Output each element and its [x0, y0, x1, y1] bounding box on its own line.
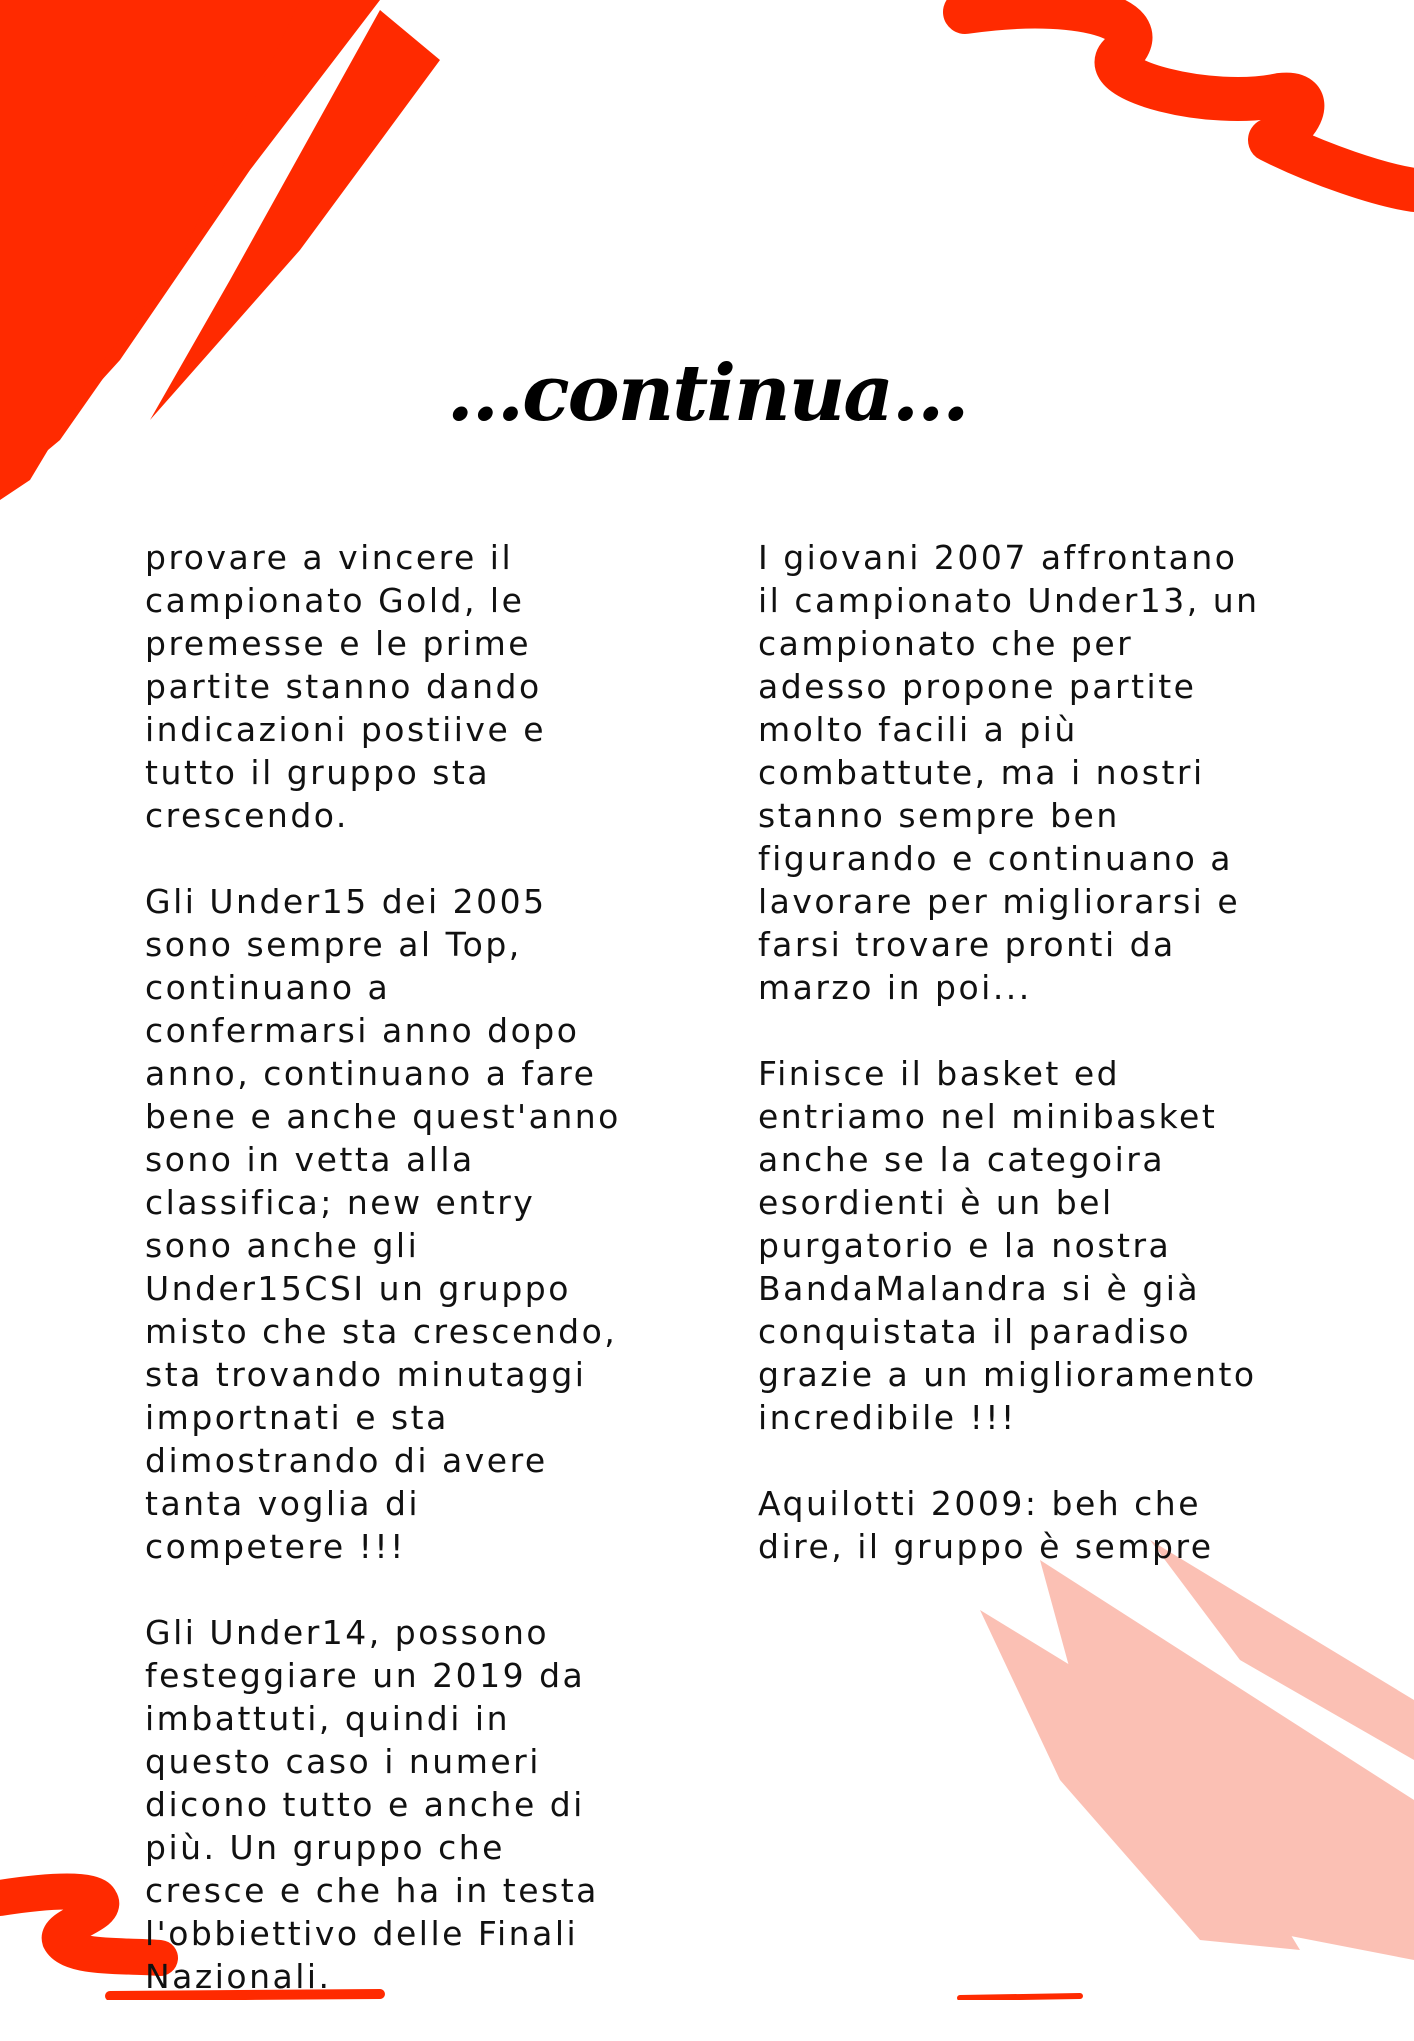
paragraph-gold-championship: provare a vincere il campionato Gold, le premesse e le prime partite stanno dando indicazioni postiive e tutto il gruppo sta crescendo. — [145, 538, 547, 835]
bottom-left-red-squiggle — [0, 1892, 160, 1959]
paragraph-under15: Gli Under15 dei 2005 sono sempre al Top, continuano a confermarsi anno dopo anno, continuano a fare bene e anche quest'anno sono in vetta alla classifica; new entry sono anche gli Under15CSI un gruppo misto che sta crescendo, sta trovando minutaggi importnati e sta dimostrando di avere tanta voglia di competere !!! — [145, 882, 621, 1566]
right-text-column — [758, 536, 1318, 1611]
paragraph-under14: Gli Under14, possono festeggiare un 2019 da imbattuti, quindi in questo caso i numeri dicono tutto e anche di più. Un gruppo che cresce e che ha in testa l'obbiettivo delle Finali Nazionali. — [145, 1613, 599, 1996]
bottom-right-red-dash — [960, 1996, 1080, 1998]
paragraph-under13: I giovani 2007 affrontano il campionato Under13, un campionato che per adesso propone partite molto facili a più combattute, ma i nostri stanno sempre ben figurando e continuano a lavorare per migliorarsi e farsi trovare pronti da marzo in poi... — [758, 538, 1260, 1007]
top-right-red-squiggle — [965, 7, 1414, 190]
left-text-column — [145, 536, 705, 2041]
paragraph-minibasket: Finisce il basket ed entriamo nel minibasket anche se la categoira esordienti è un bel purgatorio e la nostra BandaMalandra si è già conquistata il paradiso grazie a un miglioramento incredibile !!! — [758, 1054, 1257, 1437]
paragraph-aquilotti: Aquilotti 2009: beh che dire, il gruppo è sempre — [758, 1484, 1214, 1566]
page-title: ...continua... — [446, 348, 968, 439]
